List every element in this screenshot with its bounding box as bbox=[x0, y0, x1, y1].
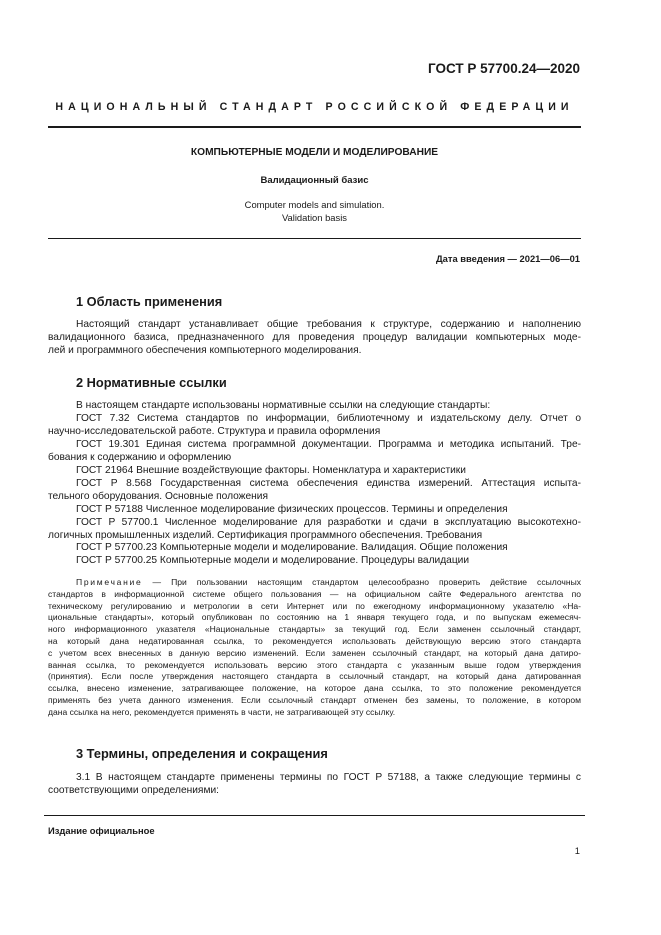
title-rule bbox=[48, 238, 581, 239]
note-line: ного информационного указателя «Национальные стандарты» за текущий год. Если заменен ссылочный стандарт, bbox=[48, 624, 581, 635]
introduction-date: Дата введения — 2021—06—01 bbox=[435, 253, 580, 264]
reference-line: тельного оборудования. Основные положения bbox=[48, 490, 268, 502]
document-title: КОМПЬЮТЕРНЫЕ МОДЕЛИ И МОДЕЛИРОВАНИЕ bbox=[190, 147, 439, 158]
note-line: техническому регулированию и метрологии в сети Интернет или по ежегодному информационному указателю «На- bbox=[48, 600, 581, 611]
edition-label: Издание официальное bbox=[48, 825, 155, 836]
section-2-heading: 2 Нормативные ссылки bbox=[76, 375, 227, 390]
reference-line: логичных промышленных изделий. Сертификация программного обеспечения. Требования bbox=[48, 529, 483, 541]
reference-line: ГОСТ Р 8.568 Государственная система обеспечения единства измерений. Аттестация испыта- bbox=[76, 477, 581, 489]
reference-line: ГОСТ 19.301 Единая система программной документации. Программа и методика испытаний. Тре- bbox=[76, 438, 581, 450]
reference-line: ГОСТ Р 57700.1 Численное моделирование для разработки и сдачи в эксплуатацию высокотехно- bbox=[76, 516, 581, 528]
section-1-heading: 1 Область применения bbox=[76, 294, 223, 309]
text-line: Настоящий стандарт устанавливает общие требования к структуре, содержанию и наполнению bbox=[76, 319, 581, 330]
reference-line: ГОСТ Р 57188 Численное моделирование физических процессов. Термины и определения bbox=[76, 503, 508, 515]
english-title-line: Computer models and simulation. bbox=[244, 199, 385, 210]
text-line: лей и программного обеспечения компьютерного моделирования. bbox=[48, 344, 362, 356]
standard-code: ГОСТ Р 57700.24—2020 bbox=[428, 61, 580, 76]
text-line: В настоящем стандарте использованы нормативные ссылки на следующие стандарты: bbox=[76, 400, 491, 411]
reference-line: научно-исследовательской работе. Структура и правила оформления bbox=[48, 425, 381, 437]
text-line: валидационного базиса, предназначенного для проведения процедур валидации компьютерных моде- bbox=[48, 331, 581, 343]
text-line: 3.1 В настоящем стандарте применены термины по ГОСТ Р 57188, а также следующие термины с bbox=[76, 772, 581, 783]
national-standard-banner: НАЦИОНАЛЬНЫЙ СТАНДАРТ РОССИЙСКОЙ ФЕДЕРАЦИИ bbox=[55, 101, 574, 113]
header-rule bbox=[48, 126, 581, 128]
note-line: ссылка, внесено изменение, затрагивающее положение, на которое дана ссылка, то это положение рекомендуется bbox=[48, 683, 581, 694]
section-1-text bbox=[48, 319, 581, 358]
note-line: с учетом всех внесенных в данную версию изменений. Если заменен ссылочный стандарт, на который дана датиро- bbox=[48, 647, 581, 658]
note-text: — При пользовании настоящим стандартом целесообразно проверить действие ссылочных bbox=[142, 577, 581, 587]
page-number: 1 bbox=[574, 845, 580, 856]
reference-line: ГОСТ 7.32 Система стандартов по информации, библиотечному и издательскому делу. Отчет о bbox=[76, 412, 581, 424]
reference-line: бования к содержанию и оформлению bbox=[48, 451, 232, 463]
english-title-line: Validation basis bbox=[282, 211, 347, 223]
text-line: соответствующими определениями: bbox=[48, 784, 219, 796]
document-subtitle: Валидационный базис bbox=[260, 175, 369, 186]
note-line: применять без учета данного изменения. Если ссылочный стандарт отменен без замены, то положение, в котором bbox=[48, 694, 581, 705]
reference-line: ГОСТ 21964 Внешние воздействующие факторы. Номенклатура и характеристики bbox=[76, 464, 466, 476]
note-line bbox=[48, 577, 581, 589]
note-line: ванная ссылка, то рекомендуется использовать версию этого стандарта с указанным выше годом утверждения bbox=[48, 659, 581, 670]
reference-line: ГОСТ Р 57700.23 Компьютерные модели и моделирование. Валидация. Общие положения bbox=[76, 542, 508, 554]
note-line: (принятия). Если после утверждения настоящего стандарта в ссылочный стандарт, на который дана датированная bbox=[48, 671, 581, 682]
section-3-heading: 3 Термины, определения и сокращения bbox=[76, 746, 328, 761]
note-line: на который дана недатированная ссылка, то рекомендуется использовать действующую версию этого стандарта bbox=[48, 635, 581, 646]
english-title bbox=[48, 199, 581, 225]
footer-rule bbox=[44, 815, 585, 816]
note-line: дана ссылка на него, рекомендуется применять в части, не затрагивающей эту ссылку. bbox=[48, 706, 396, 717]
section-3-text bbox=[48, 772, 581, 798]
reference-note bbox=[48, 577, 581, 719]
reference-line: ГОСТ Р 57700.25 Компьютерные модели и моделирование. Процедуры валидации bbox=[76, 555, 470, 567]
note-line: циональные стандарты», который опубликован по состоянию на 1 января текущего года, и по выпускам ежемесяч- bbox=[48, 612, 581, 623]
section-2-text bbox=[48, 400, 581, 568]
note-line: стандартов в информационной системе общего пользования — на официальном сайте Федерального агентства по bbox=[48, 588, 581, 599]
note-label: Примечание bbox=[76, 577, 143, 587]
